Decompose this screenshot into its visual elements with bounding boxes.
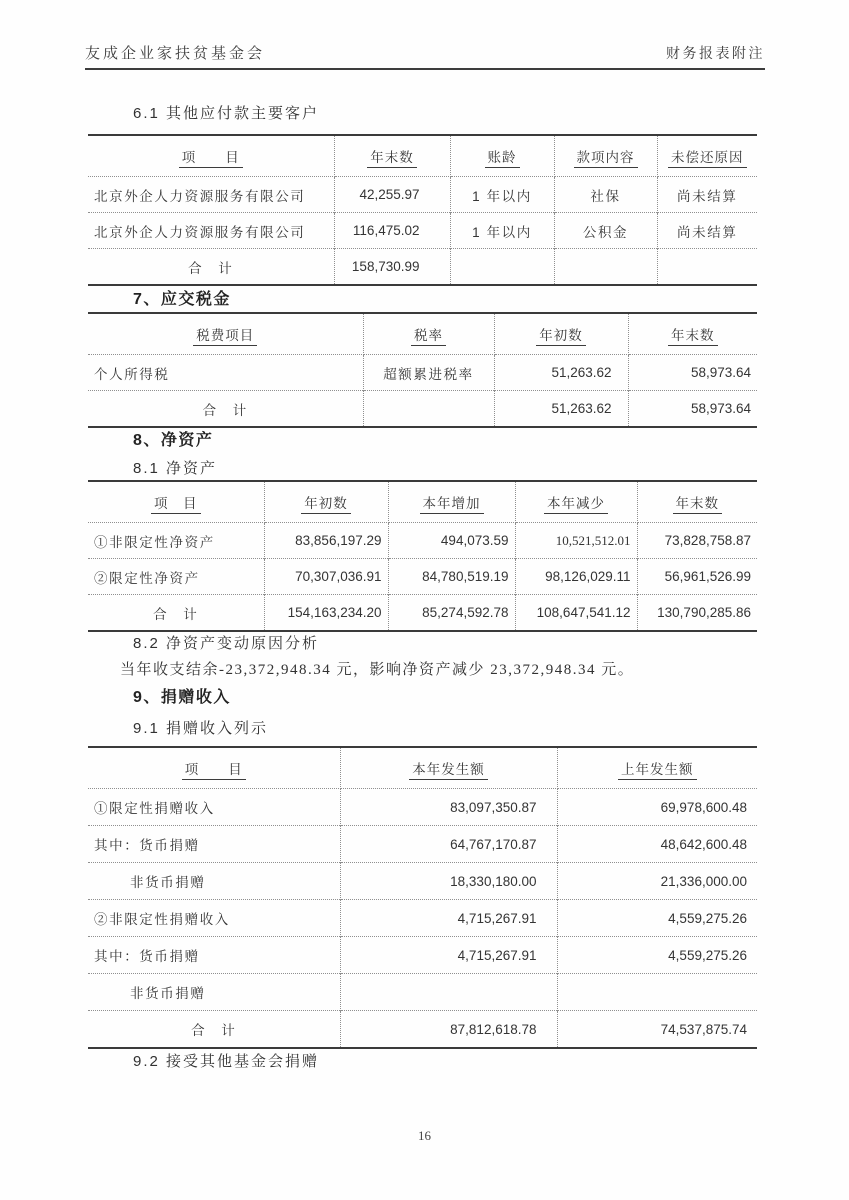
column-header [515, 481, 637, 523]
column-header-label: 年初数 [301, 496, 351, 514]
column-header-label: 年末数 [673, 496, 723, 514]
cell-total-label: 合 计 [88, 595, 264, 632]
cell-item: 北京外企人力资源服务有限公司 [88, 177, 334, 213]
cell-amount: 4,559,275.26 [557, 937, 757, 974]
cell-amount: 64,767,170.87 [340, 826, 557, 863]
column-header-label: 本年发生额 [409, 762, 488, 780]
cell-empty [657, 249, 757, 286]
table-row [88, 974, 757, 1011]
column-header-label: 上年发生额 [618, 762, 697, 780]
cell-amount: 51,263.62 [494, 355, 628, 391]
section-title-6-1: 6.1 其他应付款主要客户 [133, 105, 320, 122]
table-header-row [88, 135, 757, 177]
column-header [388, 481, 515, 523]
column-header-label: 本年增加 [420, 496, 484, 514]
column-header [264, 481, 388, 523]
cell-item: 其中：货币捐赠 [88, 937, 340, 974]
section-title-9-2: 9.2 接受其他基金会捐赠 [133, 1053, 320, 1070]
section-title-7: 7、应交税金 [133, 291, 231, 308]
table-row [88, 177, 757, 213]
cell-rate: 超额累进税率 [363, 355, 494, 391]
cell-amount: 158,730.99 [334, 249, 450, 286]
cell-total-label: 合 计 [88, 391, 363, 428]
section-title-8-2: 8.2 净资产变动原因分析 [133, 635, 320, 652]
cell-amount: 130,790,285.86 [637, 595, 757, 632]
cell-amount: 21,336,000.00 [557, 863, 757, 900]
cell-aging: 1 年以内 [450, 177, 554, 213]
cell-reason: 尚未结算 [677, 188, 738, 204]
cell-item: 非货币捐赠 [88, 974, 340, 1011]
table-row [88, 789, 757, 826]
table-total-row [88, 391, 757, 428]
column-header [88, 747, 340, 789]
column-header-label: 项 目 [182, 762, 246, 780]
cell-item: 北京外企人力资源服务有限公司 [88, 213, 334, 249]
cell-amount: 98,126,029.11 [515, 559, 637, 595]
column-header-label: 税率 [411, 328, 446, 346]
cell-content: 公积金 [554, 213, 657, 249]
column-header [494, 313, 628, 355]
cell-item: ②限定性净资产 [88, 559, 264, 595]
column-header [334, 135, 450, 177]
cell-amount: 85,274,592.78 [388, 595, 515, 632]
cell-amount: 4,715,267.91 [340, 900, 557, 937]
cell-amount: 83,856,197.29 [264, 523, 388, 559]
cell-amount: 108,647,541.12 [515, 595, 637, 632]
column-header-label: 未偿还原因 [668, 150, 747, 168]
cell-amount: 58,973.64 [690, 365, 751, 380]
table-row [88, 355, 757, 391]
cell-amount: 4,559,275.26 [557, 900, 757, 937]
page-header [85, 42, 765, 70]
org-name: 友成企业家扶贫基金会 [85, 45, 266, 62]
table-donation-income [88, 746, 757, 1049]
table-taxes [88, 312, 757, 428]
cell-amount: 70,307,036.91 [264, 559, 388, 595]
column-header-label: 本年减少 [544, 496, 608, 514]
cell-amount: 10,521,512.01 [515, 523, 637, 559]
cell-amount: 51,263.62 [494, 391, 628, 428]
column-header-label: 账龄 [485, 150, 520, 168]
column-header-label: 税费项目 [193, 328, 257, 346]
cell-item: 个人所得税 [88, 355, 363, 391]
cell-aging: 1 年以内 [450, 213, 554, 249]
cell-amount: 18,330,180.00 [340, 863, 557, 900]
column-header [628, 313, 757, 355]
cell-empty [557, 974, 757, 1011]
column-header [554, 135, 657, 177]
column-header [88, 481, 264, 523]
column-header [363, 313, 494, 355]
cell-amount: 42,255.97 [334, 177, 450, 213]
cell-total-label: 合 计 [88, 1011, 340, 1049]
cell-item: ②非限定性捐赠收入 [88, 900, 340, 937]
table-row [88, 826, 757, 863]
cell-amount: 84,780,519.19 [388, 559, 515, 595]
cell-item: 非货币捐赠 [88, 863, 340, 900]
cell-empty [554, 249, 657, 286]
cell-amount: 56,961,526.99 [637, 559, 757, 595]
column-header [88, 135, 334, 177]
section-title-9: 9、捐赠收入 [133, 689, 231, 706]
column-header-label: 款项内容 [574, 150, 638, 168]
table-total-row [88, 1011, 757, 1049]
column-header-label: 年末数 [367, 150, 417, 168]
column-header-label: 年末数 [668, 328, 718, 346]
section-title-8: 8、净资产 [133, 432, 214, 449]
column-header [637, 481, 757, 523]
cell-amount: 83,097,350.87 [340, 789, 557, 826]
table-header-row [88, 481, 757, 523]
column-header [657, 135, 757, 177]
column-header [88, 313, 363, 355]
cell-amount: 87,812,618.78 [340, 1011, 557, 1049]
cell-item: 其中：货币捐赠 [88, 826, 340, 863]
cell-amount: 154,163,234.20 [264, 595, 388, 632]
cell-empty [363, 391, 494, 428]
column-header-label: 项 目 [179, 150, 243, 168]
table-header-row [88, 313, 757, 355]
cell-empty [450, 249, 554, 286]
table-net-assets [88, 480, 757, 632]
table-total-row [88, 595, 757, 632]
column-header-label: 项 目 [151, 496, 201, 514]
column-header-label: 年初数 [536, 328, 586, 346]
cell-amount: 4,715,267.91 [340, 937, 557, 974]
table-row [88, 863, 757, 900]
cell-empty [340, 974, 557, 1011]
cell-item: ①限定性捐赠收入 [88, 789, 340, 826]
section-title-8-1: 8.1 净资产 [133, 460, 218, 477]
cell-content: 社保 [554, 177, 657, 213]
table-row [88, 213, 757, 249]
cell-amount: 73,828,758.87 [664, 533, 751, 548]
cell-amount: 48,642,600.48 [557, 826, 757, 863]
cell-item: ①非限定性净资产 [88, 523, 264, 559]
page-number: 16 [418, 1128, 431, 1143]
report-type: 财务报表附注 [666, 45, 765, 61]
column-header [450, 135, 554, 177]
column-header [557, 747, 757, 789]
column-header [340, 747, 557, 789]
cell-amount: 74,537,875.74 [557, 1011, 757, 1049]
table-row [88, 559, 757, 595]
table-total-row [88, 249, 757, 286]
table-row [88, 523, 757, 559]
cell-amount: 116,475.02 [334, 213, 450, 249]
cell-total-label: 合 计 [88, 249, 334, 286]
net-assets-change-paragraph: 当年收支结余-23,372,948.34 元，影响净资产减少 23,372,948.34 元。 [120, 662, 635, 678]
cell-amount: 69,978,600.48 [660, 799, 747, 815]
table-row [88, 900, 757, 937]
table-header-row [88, 747, 757, 789]
table-other-payables [88, 134, 757, 286]
cell-reason: 尚未结算 [657, 213, 757, 249]
table-row [88, 937, 757, 974]
cell-amount: 58,973.64 [628, 391, 757, 428]
section-title-9-1: 9.1 捐赠收入列示 [133, 720, 269, 737]
cell-amount: 494,073.59 [388, 523, 515, 559]
